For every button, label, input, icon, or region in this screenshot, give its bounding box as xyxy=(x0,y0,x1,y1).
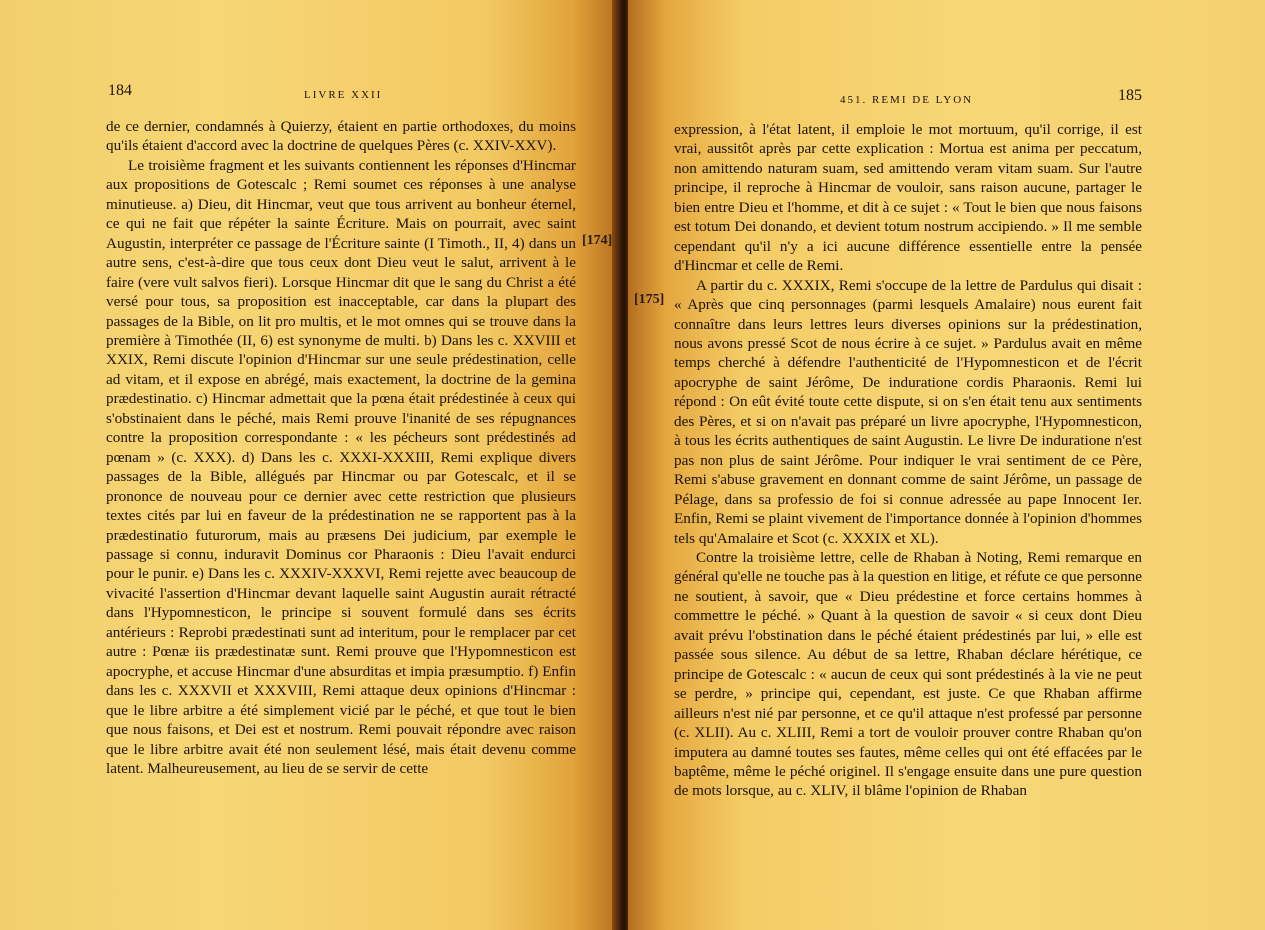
left-page xyxy=(0,0,622,930)
right-page xyxy=(628,0,1265,930)
right-paragraph: expression, à l'état latent, il emploie le mot mortuum, qu'il corrige, il est vrai, aussitôt après par cette explication : Mortua est anima per peccatum, non amittendo naturam suam, sed amittendo veram vitam suam. Sur l'autre principe, il reproche à Hincmar de vouloir, sans raison aucune, partager le bien entre Dieu et l'homme, et dit à ce sujet : « Tout le bien que nous faisons est totum Dei donando, et devient totum nostrum accipiendo. » Il me semble cependant qu'il n'y a ici aucune différence essentielle entre la pensée d'Hincmar et celle de Remi. xyxy=(674,121,1142,275)
left-page-number: 184 xyxy=(108,82,132,99)
left-paragraph: Le troisième fragment et les suivants contiennent les réponses d'Hincmar aux propositions de Gotescalc ; Remi soumet ces réponses à une analyse minutieuse. a) Dieu, dit Hincmar, veut que tous arrivent au bonheur éternel, ce qui ne fait que répéter la sainte Écriture. Mais on pourrait, avec saint Augustin, interpréter ce passage de l'Écriture sainte (I Timoth., II, 4) dans un autre sens, c'est-à-dire que tous ceux dont Dieu veut le salut, arrivent à le faire (vere vult salvos fieri). Lorsque Hincmar dit que le sang du Christ a été versé pour tous, sa proposition est inacceptable, car dans la plupart des passages de la Bible, on lit pro multis, et le mot omnes qui se trouve dans la première à Timothée (II, 6) est synonyme de multi. b) Dans les c. XXVIII et XXIX, Remi discute l'opinion d'Hincmar sur une seule prédestination, celle ad vitam, et il expose en abrégé, mais exactement, la doctrine de la gemina prædestinatio. c) Hincmar admettait que la pœna était prédestinée à ceux qui s'obstinaient dans le péché, mais Remi prouve l'inanité de ses répugnances contre la proposition correspondante : « les pécheurs sont prédestinés ad pœnam » (c. XXX). d) Dans les c. XXXI-XXXIII, Remi explique divers passages de la Bible, allégués par Hincmar ou par Gotescalc, et il se prononce de nouveau pour ce dernier avec cette restriction que plusieurs textes cités par lui en faveur de la prédestination ne se rapportent pas à la prædestinatio futurorum, mais au præsens Dei judicium, par exemple le passage si connu, induravit Dominus cor Pharaonis : Dieu l'avait endurci pour le punir. e) Dans les c. XXXIV-XXXVI, Remi rejette avec beaucoup de vivacité l'assertion d'Hincmar devant laquelle saint Augustin aurait rétracté dans l'Hypomnesticon, le principe si souvent formulé dans ses écrits antérieurs : Reprobi prædestinati sunt ad interitum, pour le remplacer par cet autre : Pœnæ iis prædestinatæ sunt. Remi prouve que l'Hypomnesticon est apocryphe, et accuse Hincmar d'une absurditas et impia præsumptio. f) Enfin dans les c. XXXVII et XXXVIII, Remi attaque deux opinions d'Hincmar : que le libre arbitre a été simplement vicié par le péché, et que tout le bien que nous faisons, et Dei est et nostrum. Remi pouvait répondre avec raison que le libre arbitre avait été non seulement lésé, mais était devenu comme latent. Malheureusement, au lieu de se servir de cette xyxy=(106,156,576,777)
right-page-number: 185 xyxy=(1118,87,1142,104)
left-paragraph: de ce dernier, condamnés à Quierzy, étaient en partie orthodoxes, du moins qu'ils étaient d'accord avec la doctrine de quelques Pères (c. XXIV-XXV). xyxy=(106,118,576,155)
left-body-text xyxy=(106,117,576,778)
right-paragraph: Contre la troisième lettre, celle de Rhaban à Noting, Remi remarque en général qu'elle ne touche pas à la question en litige, et réfute ce que personne ne soutient, à savoir, que « Dieu prédestine et force certains hommes à commettre le péché. » Quant à la question de savoir « si ceux dont Dieu avait prévu l'obstination dans le péché étaient prédestinés par lui, » elle est passée sous silence. Au début de sa lettre, Rhaban déclare hérétique, ce principe de Gotescalc : « aucun de ceux qui sont prédestinés à la vie ne peut se perdre, » principe qui, cependant, est juste. Ce que Rhaban affirme ailleurs n'est nié par personne, et ce qu'il attaque n'est professé par personne (c. XLII). Au c. XLIII, Remi a tort de vouloir prouver contre Rhaban qu'on imputera au damné toutes ses fautes, même celles qui ont été effacées par le baptême, même le péché originel. Il s'engage ensuite dans une pure question de mots lorsque, au c. XLIV, il blâme l'opinion de Rhaban xyxy=(674,548,1142,800)
left-running-title: LIVRE XXII xyxy=(304,89,383,101)
right-paragraph: A partir du c. XXXIX, Remi s'occupe de la lettre de Pardulus qui disait : « Après que cinq personnages (parmi lesquels Amalaire) nous eurent fait connaître dans leurs lettres leurs diverses opinions sur la prédestination, nous avons pressé Scot de nous écrire à ce sujet. » Pardulus avait en même temps cherché à défendre l'authenticité de l'Hypomnesticon et de l'écrit apocryphe de saint Jérôme, De induratione cordis Pharaonis. Remi lui répond : On eût évité toute cette dispute, si on s'en était tenu aux sentiments des Pères, et si on n'avait pas préparé un livre apocryphe, l'Hypomnesticon, à tous les écrits authentiques de saint Augustin. Le livre De induratione n'est pas non plus de saint Jérôme. Pour indiquer le vrai sentiment de ce Père, Remi s'abuse gravement en donnant comme de saint Jérôme, un passage de Pélage, dans sa professio de foi si connue adressée au pape Innocent Ier. Enfin, Remi se plaint vivement de l'importance donnée à l'opinion d'hommes tels qu'Amalaire et Scot (c. XXXIX et XL). xyxy=(674,276,1142,547)
margin-note-174: [174] xyxy=(582,233,613,248)
right-body-text xyxy=(674,120,1142,801)
right-running-title: 451. REMI DE LYON xyxy=(840,94,974,106)
margin-note-175: [175] xyxy=(634,292,665,307)
